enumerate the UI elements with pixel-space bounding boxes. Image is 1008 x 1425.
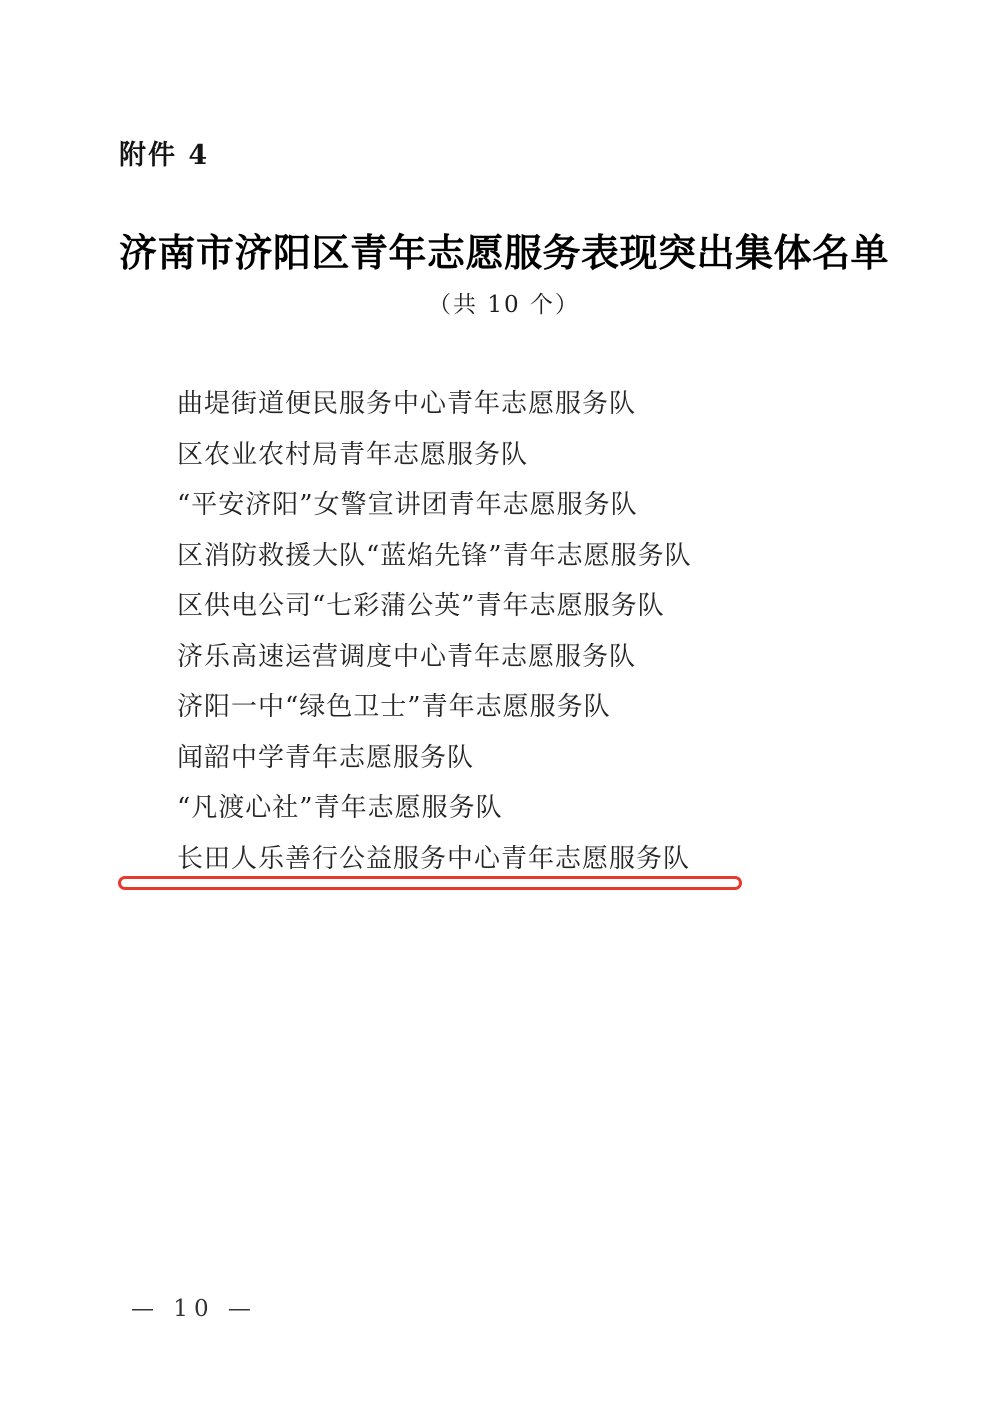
list-item-highlighted: 长田人乐善行公益服务中心青年志愿服务队 — [177, 843, 691, 874]
list-item: 济阳一中“绿色卫士”青年志愿服务队 — [177, 692, 611, 722]
page-subtitle: （共 10 个） — [428, 292, 580, 318]
list-item: 曲堤街道便民服务中心青年志愿服务队 — [177, 389, 637, 419]
list-item: 济乐高速运营调度中心青年志愿服务队 — [177, 641, 637, 672]
list-item: “平安济阳”女警宣讲团青年志愿服务队 — [177, 490, 638, 520]
page-number: — 10 — — [131, 1296, 257, 1322]
list-item: 闻韶中学青年志愿服务队 — [177, 742, 475, 773]
collective-name-list — [177, 379, 928, 884]
page-title: 济南市济阳区青年志愿服务表现突出集体名单 — [118, 230, 889, 275]
red-underline-annotation — [118, 876, 742, 890]
list-item: 区供电公司“七彩蒲公英”青年志愿服务队 — [177, 591, 665, 621]
list-item: 区农业农村局青年志愿服务队 — [177, 439, 529, 470]
list-item: “凡渡心社”青年志愿服务队 — [177, 793, 503, 823]
attachment-label: 附件 4 — [119, 140, 210, 171]
list-item: 区消防救援大队“蓝焰先锋”青年志愿服务队 — [177, 540, 692, 571]
